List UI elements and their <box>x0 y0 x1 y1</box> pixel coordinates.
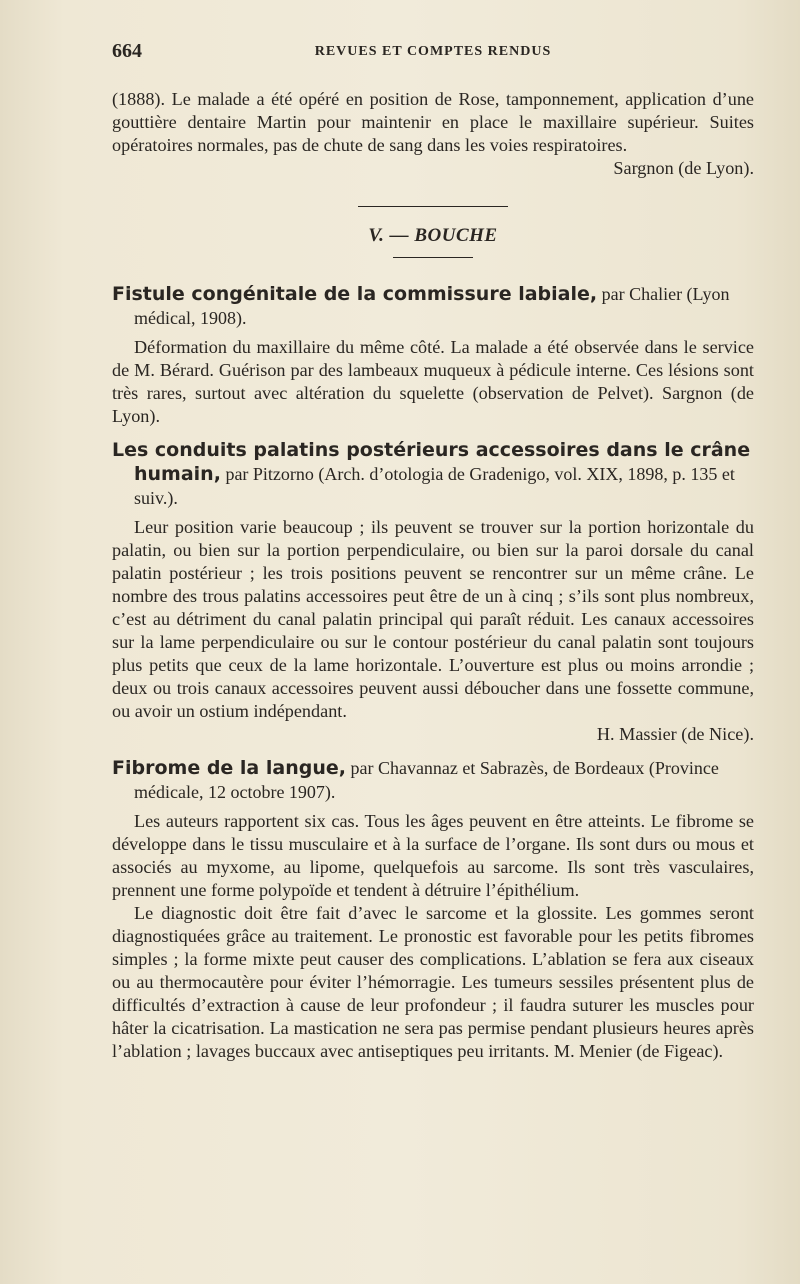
article-paragraph: Les auteurs rapportent six cas. Tous les âges peuvent en être atteints. Le fibrome se développe dans le tissu musculaire et à la surface de l’organe. Ils sont durs ou mous et associés au myxome, au lipome, quelquefois au sarcome. Ils sont très vasculaires, prennent une forme polypoïde et tendent à détruire l’épithélium. <box>112 811 754 900</box>
article-heading <box>112 438 754 510</box>
article-reference: par Chalier (Lyon médical, 1908). <box>134 284 730 328</box>
article-signature: H. Massier (de Nice). <box>596 724 754 744</box>
article-paragraph: Déformation du maxillaire du même côté. La malade a été observée dans le service de M. Bérard. Guérison par des lambeaux muqueux à pédicule interne. Ces lésions sont très rares, surtout avec altération du squelette (observation de Pelvet). Sargnon (de Lyon). <box>112 337 754 426</box>
running-head: REVUES ET COMPTES RENDUS <box>314 44 552 59</box>
article-title: Les conduits palatins postérieurs accessoires dans le crâne humain, <box>112 439 751 485</box>
article-heading <box>112 756 754 804</box>
page-body <box>112 88 754 1073</box>
section-rule-bottom <box>393 257 473 258</box>
section-rule-top <box>358 206 508 207</box>
article-conduits-palatins <box>112 438 754 746</box>
article-title: Fibrome de la langue, <box>112 757 346 779</box>
article-fibrome <box>112 756 754 1063</box>
article-reference: par Chavannaz et Sabrazès, de Bordeaux (Province médicale, 12 octobre 1907). <box>134 758 719 802</box>
article-fistule <box>112 282 754 428</box>
intro-paragraph <box>112 88 754 180</box>
article-title: Fistule congénitale de la commissure labiale, <box>112 283 598 305</box>
section-title: V. — BOUCHE <box>368 225 498 246</box>
page-header <box>112 40 754 70</box>
article-reference: par Pitzorno (Arch. d’otologia de Gradenigo, vol. XIX, 1898, p. 135 et suiv.). <box>134 464 735 508</box>
article-paragraph: Le diagnostic doit être fait d’avec le sarcome et la glossite. Les gommes seront diagnostiquées grâce au traitement. Le pronostic est favorable pour les petits fibromes simples ; la forme mixte peut causer des complications. L’ablation se fera aux ciseaux ou au thermocautère pour éviter l’hémorragie. Les tumeurs sessiles présentent plus de difficultés d’extraction à cause de leur profondeur ; il faudra suturer les muscles pour hâter la cicatrisation. La mastication ne sera pas permise pendant plusieurs heures après l’ablation ; lavages buccaux avec antiseptiques peu irritants. M. Menier (de Figeac). <box>112 903 754 1061</box>
intro-text: (1888). Le malade a été opéré en position de Rose, tamponnement, application d’une gouttière dentaire Martin pour maintenir en place le maxillaire supérieur. Suites opératoires normales, pas de chute de sang dans les voies respiratoires. <box>112 89 754 155</box>
article-heading <box>112 282 754 330</box>
page-number: 664 <box>112 40 142 62</box>
article-paragraph: Leur position varie beaucoup ; ils peuvent se trouver sur la portion horizontale du palatin, ou bien sur la portion perpendiculaire, ou bien sur la paroi dorsale du canal palatin postérieur ; les trois positions peuvent se rencontrer sur un même crâne. Le nombre des trous palatins accessoires peut être de un à cinq ; s’ils sont plus nombreux, c’est au détriment du canal palatin principal qui paraît réduit. Les canaux accessoires sur la lame perpendiculaire ou sur le contour postérieur du canal palatin sont toujours plus petits que ceux de la lame horizontale. L’ouverture est plus ou moins arrondie ; deux ou trois canaux accessoires peuvent aussi déboucher dans une fossette commune, ou avoir un ostium indépendant. <box>112 517 754 721</box>
intro-signature: Sargnon (de Lyon). <box>613 158 754 178</box>
